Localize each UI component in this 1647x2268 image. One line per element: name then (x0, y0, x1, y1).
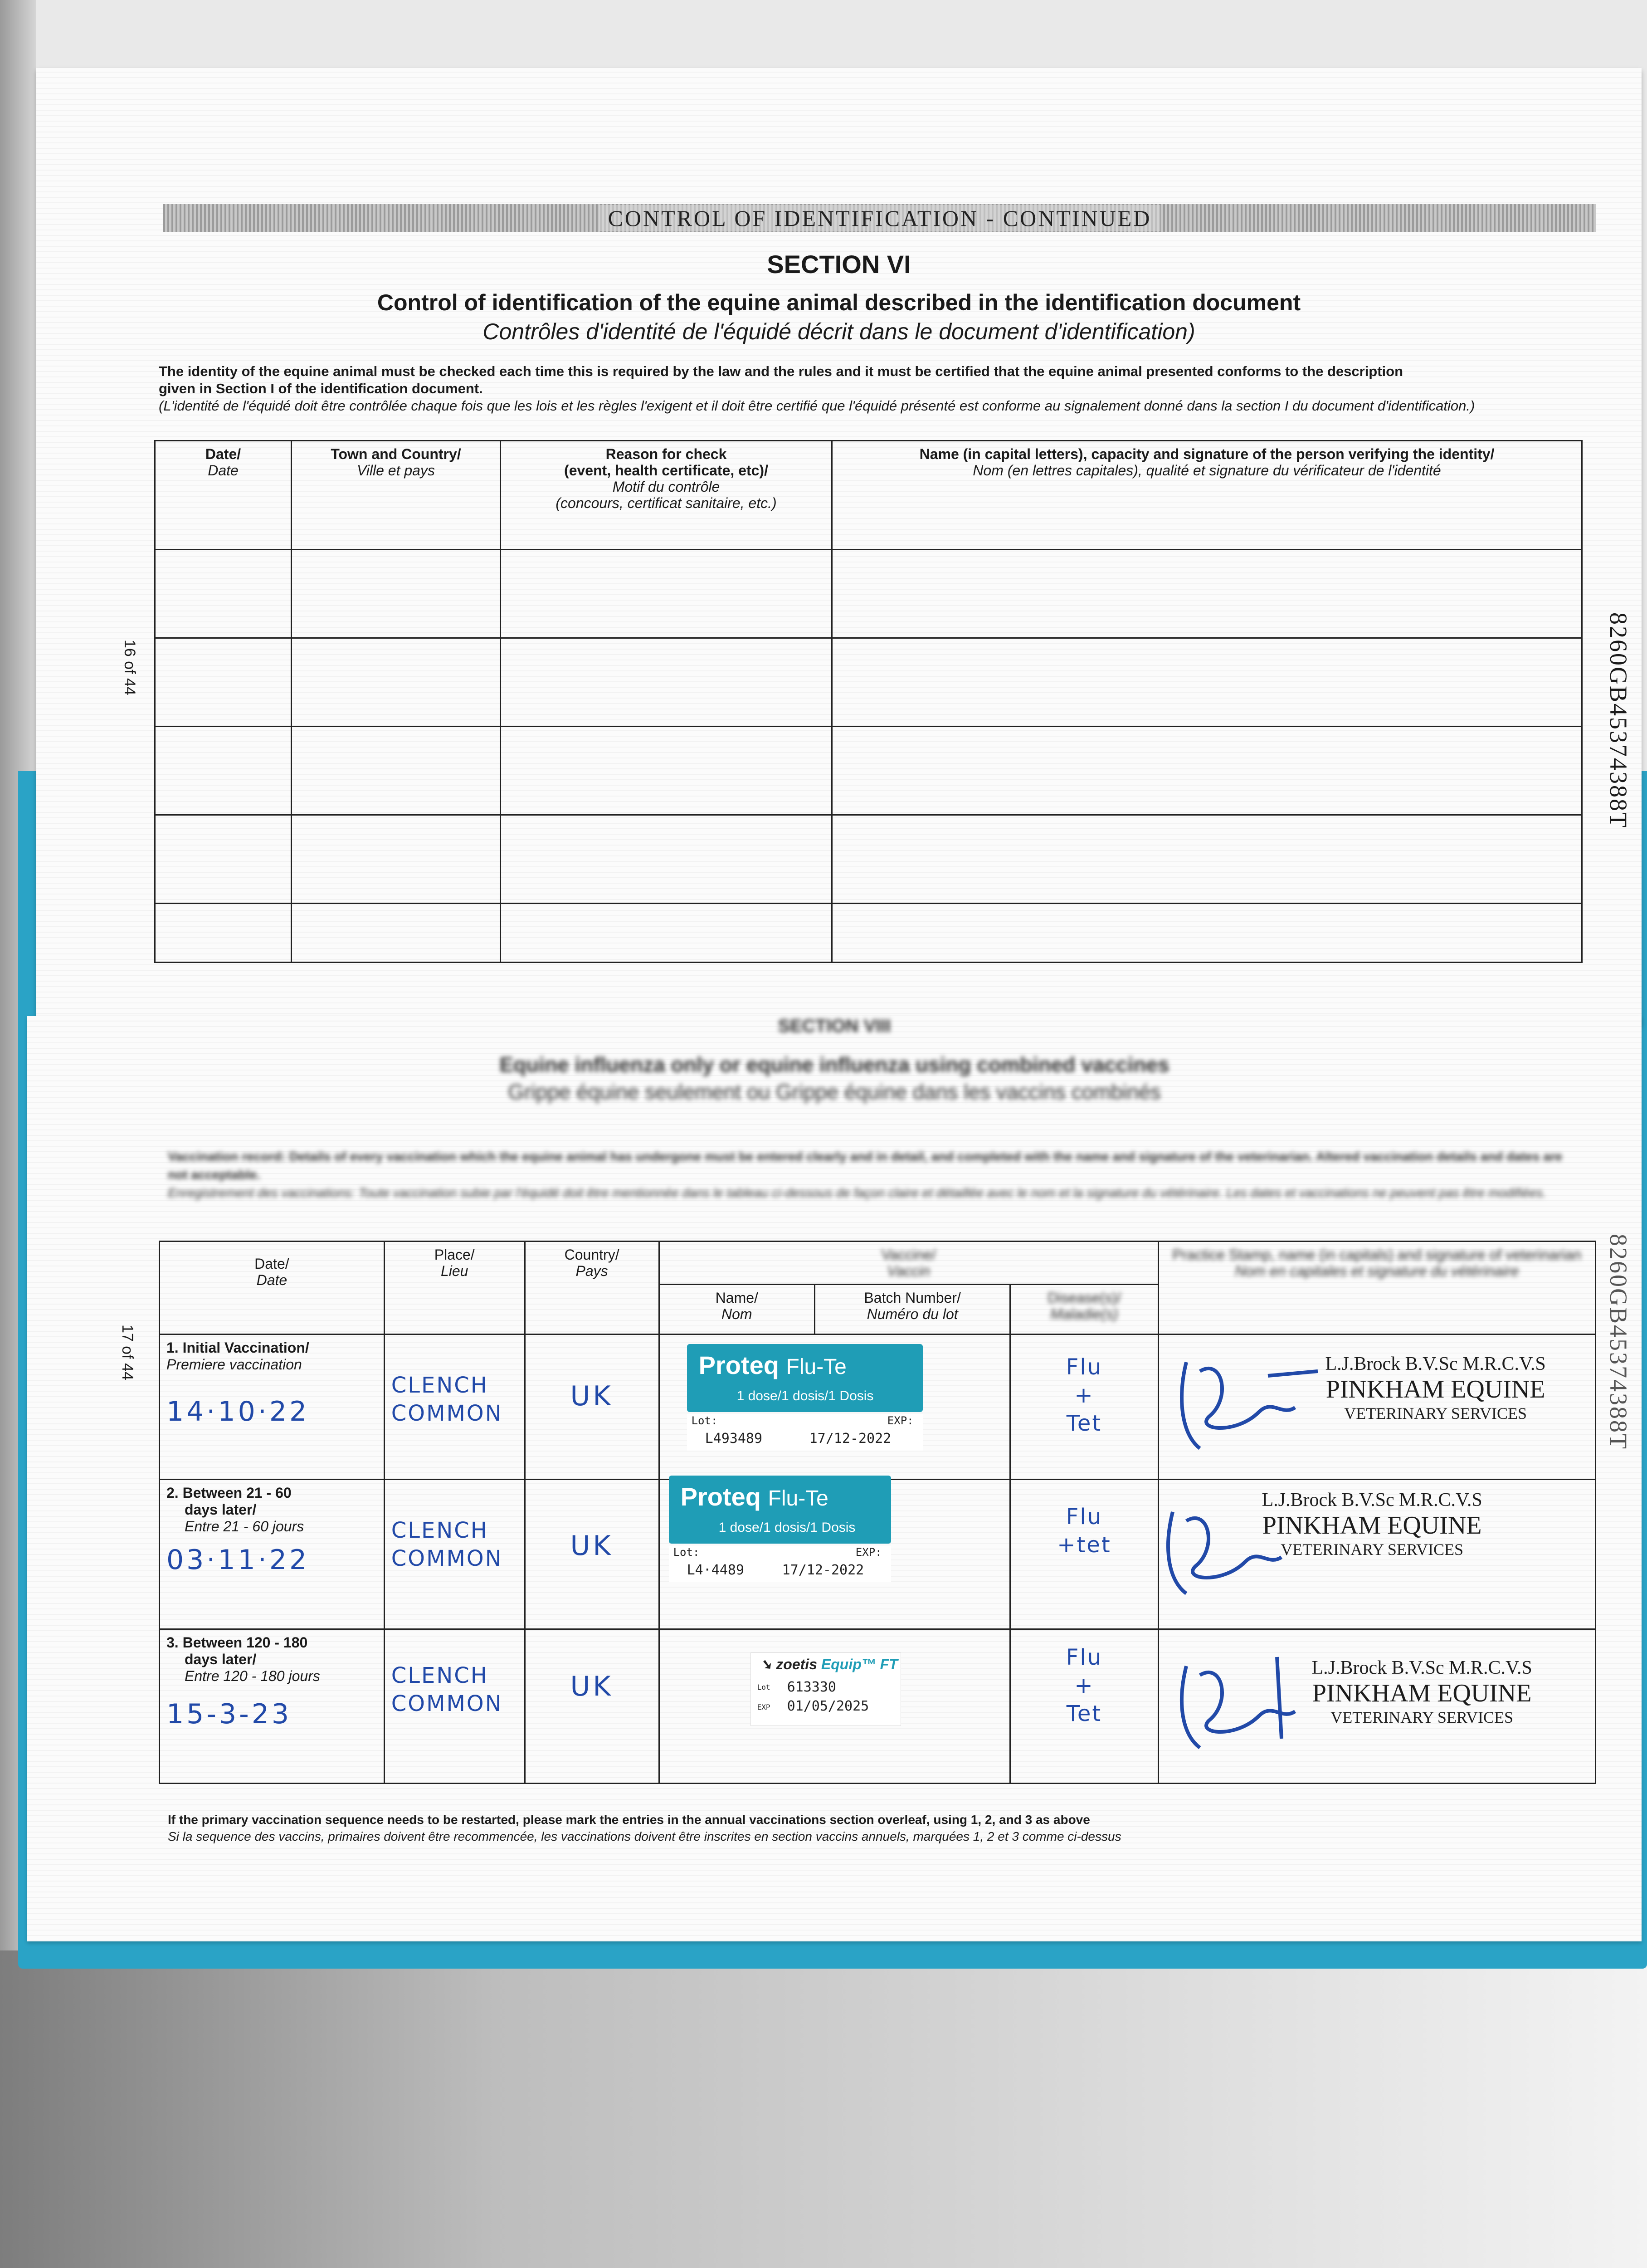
proteq-sticker (687, 1344, 923, 1412)
handwritten-date: 15-3-23 (166, 1698, 292, 1730)
country-cell[interactable] (525, 1480, 659, 1629)
vaccination-row-2 (160, 1480, 1596, 1629)
col-batch-en: Batch Number/ (864, 1290, 961, 1306)
batch-label (687, 1414, 923, 1451)
place-cell[interactable] (384, 1334, 525, 1480)
col-date-fr: Date (208, 462, 239, 479)
table-cell[interactable] (501, 638, 832, 727)
table-cell[interactable] (292, 815, 501, 904)
stamp-subtitle: VETERINARY SERVICES (1330, 1708, 1514, 1726)
col-place-fr: Lieu (440, 1263, 468, 1279)
section-banner (163, 204, 1596, 232)
disease-line-3: Tet (1066, 1701, 1102, 1726)
row-label-fr: Premiere vaccination (166, 1356, 302, 1373)
table-header-row (155, 441, 1582, 550)
handwritten-date: 14·10·22 (166, 1396, 310, 1427)
handwritten-place-2: COMMON (391, 1546, 503, 1571)
page-16 (36, 68, 1642, 1025)
subtitle-fr-blurred: Grippe équine seulement ou Grippe équine dans les vaccins combinés (508, 1080, 1161, 1104)
col-batch (814, 1285, 1010, 1334)
proteq-sticker (669, 1476, 891, 1544)
product-text: Flu-Te (768, 1486, 828, 1510)
col-vaccine-fr: Vaccin (887, 1263, 931, 1279)
col-reason-en2: (event, health certificate, etc)/ (564, 462, 768, 479)
banner-text: CONTROL OF IDENTIFICATION - CONTINUED (599, 205, 1161, 231)
practice-stamp (1295, 1353, 1576, 1423)
practice-stamp (1282, 1657, 1563, 1727)
col-date-fr: Date (256, 1272, 287, 1288)
stamp-practice: PINKHAM EQUINE (1312, 1679, 1532, 1707)
vaccine-batch-cell[interactable] (659, 1480, 1010, 1629)
table-cell[interactable] (155, 638, 292, 727)
lot-number: L4·4489 (687, 1562, 745, 1578)
col-reason-fr: Motif du contrôle (612, 479, 720, 495)
table-cell[interactable] (292, 638, 501, 727)
col-vaccine (659, 1242, 1158, 1285)
row-label-fr: Entre 21 - 60 jours (185, 1518, 304, 1535)
section-subtitle-en: Control of identification of the equine animal described in the identification document (377, 290, 1301, 315)
exp-date: 17/12-2022 (782, 1562, 864, 1578)
batch-label (669, 1546, 891, 1582)
table-cell[interactable] (832, 815, 1582, 904)
col-verifier (832, 441, 1582, 550)
table-cell[interactable] (832, 727, 1582, 815)
stamp-cell[interactable] (1158, 1629, 1595, 1784)
col-country-fr: Pays (575, 1263, 608, 1279)
place-cell[interactable] (384, 1480, 525, 1629)
exp-date: 17/12-2022 (809, 1431, 892, 1447)
date-cell[interactable] (160, 1629, 385, 1784)
instructions (159, 363, 1574, 415)
passport-id-16: 8260GB45374388T (1605, 612, 1632, 829)
disease-line-1: Flu (1066, 1354, 1103, 1380)
disease-cell[interactable] (1010, 1480, 1158, 1629)
place-cell[interactable] (384, 1629, 525, 1784)
identity-check-table (154, 440, 1583, 963)
vaccination-table (159, 1241, 1596, 1784)
stamp-practice: PINKHAM EQUINE (1262, 1511, 1482, 1540)
col-batch-fr: Numéro du lot (867, 1306, 958, 1322)
scan-background-bottom (0, 1950, 1647, 2268)
section-title: SECTION VI (767, 250, 911, 279)
lot-label: Lot: (691, 1414, 718, 1427)
page-number-16: 16 of 44 (121, 640, 138, 695)
col-practice-stamp (1158, 1242, 1595, 1334)
row-label-fr: Entre 120 - 180 jours (185, 1668, 320, 1684)
lot-number: L493489 (705, 1431, 763, 1447)
col-town-en: Town and Country/ (331, 446, 461, 462)
table-cell[interactable] (501, 815, 832, 904)
vaccination-record-en: Vaccination record: Details of every vaccination which the equine animal has undergone must be entered clearly and in detail, and completed with the name and signature of the veterinarian. Altered vaccination details and dates are not acceptable. (168, 1149, 1563, 1182)
col-name-en: Name/ (715, 1290, 758, 1306)
col-verifier-fr: Nom (en lettres capitales), qualité et signature du vérificateur de l'identité (973, 462, 1441, 479)
sticker-dose: 1 dose/1 dosis/1 Dosis (718, 1520, 856, 1535)
handwritten-place-1: CLENCH (391, 1663, 488, 1688)
stamp-cell[interactable] (1158, 1480, 1595, 1629)
sticker-brand (681, 1482, 828, 1511)
table-cell[interactable] (155, 550, 292, 638)
zoetis-brand: ➘ zoetis Equip™ FT (760, 1656, 898, 1672)
product-text: Flu-Te (786, 1355, 847, 1379)
col-town-fr: Ville et pays (357, 462, 435, 479)
table-cell[interactable] (832, 550, 1582, 638)
col-town-country (292, 441, 501, 550)
col-place-en: Place/ (434, 1246, 475, 1263)
col-country (525, 1242, 659, 1334)
brand-text: Proteq (698, 1351, 779, 1379)
disease-cell[interactable] (1010, 1334, 1158, 1480)
disease-line-3: Tet (1066, 1411, 1102, 1436)
row-label-en: 3. Between 120 - 180 (166, 1634, 308, 1651)
table-cell[interactable] (292, 904, 501, 963)
stamp-vet-name: L.J.Brock B.V.Sc M.R.C.V.S (1311, 1657, 1532, 1678)
practice-stamp (1232, 1489, 1513, 1559)
disease-line-2: +tet (1057, 1532, 1111, 1558)
handwritten-country: UK (570, 1380, 614, 1412)
col-disease (1010, 1285, 1158, 1334)
table-cell[interactable] (155, 815, 292, 904)
col-vaccine-name (659, 1285, 814, 1334)
subtitle-en-blurred: Equine influenza only or equine influenza using combined vaccines (499, 1053, 1169, 1076)
row-label-en2: days later/ (185, 1501, 257, 1518)
table-row (155, 638, 1582, 727)
table-cell[interactable] (832, 904, 1582, 963)
disease-line-1: Flu (1066, 1645, 1103, 1670)
page-17 (27, 1016, 1642, 1941)
col-date-en: Date/ (205, 446, 241, 462)
section-subtitle-fr: Contrôles d'identité de l'équidé décrit dans le document d'identification) (482, 319, 1195, 344)
col-verifier-en: Name (in capital letters), capacity and signature of the person verifying the identity/ (919, 446, 1495, 462)
lot-label: Lot: (673, 1546, 700, 1559)
handwritten-date: 03·11·22 (166, 1544, 310, 1576)
header-row-1 (160, 1242, 1596, 1285)
table-cell[interactable] (501, 727, 832, 815)
zoetis-label (750, 1652, 901, 1726)
table-cell[interactable] (501, 904, 832, 963)
handwritten-place-2: COMMON (391, 1401, 503, 1426)
disease-cell[interactable] (1010, 1629, 1158, 1784)
table-row (155, 550, 1582, 638)
product-text: Equip™ FT (821, 1656, 898, 1672)
sticker-dose: 1 dose/1 dosis/1 Dosis (736, 1388, 874, 1403)
row-label-en2: days later/ (185, 1651, 257, 1667)
disease-line-2: + (1074, 1673, 1094, 1698)
col-country-en: Country/ (564, 1246, 619, 1263)
table-row (155, 904, 1582, 963)
row-label-en: 1. Initial Vaccination/ (166, 1339, 309, 1356)
col-name-fr: Nom (721, 1306, 752, 1322)
table-cell[interactable] (292, 727, 501, 815)
section-title-blurred: SECTION VIII (778, 1016, 891, 1036)
vaccine-batch-cell[interactable] (659, 1334, 1010, 1480)
table-row (155, 815, 1582, 904)
instructions-en-line1: The identity of the equine animal must be checked each time this is required by the law and the rules and it must be certified that the equine animal presented conforms to the description (159, 363, 1403, 379)
exp-label: EXP: (887, 1414, 914, 1427)
handwritten-country: UK (570, 1671, 614, 1702)
brand-text: zoetis (776, 1656, 817, 1672)
vaccination-row-3 (160, 1629, 1596, 1784)
lot-number: 613330 (787, 1679, 836, 1695)
col-reason-en: Reason for check (605, 446, 727, 462)
stamp-subtitle: VETERINARY SERVICES (1344, 1404, 1527, 1422)
brand-text: Proteq (680, 1482, 761, 1511)
col-stamp-fr: Nom en capitales et signature du vétérinaire (1235, 1263, 1519, 1279)
vaccination-row-1 (160, 1334, 1596, 1480)
footer-note-fr: Si la sequence des vaccins, primaires doivent être recommencée, les vaccinations doivent être inscrites en section vaccins annuels, marquées 1, 2 et 3 comme ci-dessus (168, 1829, 1121, 1843)
footer-note-en: If the primary vaccination sequence needs to be restarted, please mark the entries in the annual vaccinations section overleaf, using 1, 2, and 3 as above (168, 1813, 1090, 1827)
col-disease-fr: Maladie(s) (1050, 1306, 1118, 1322)
stamp-vet-name: L.J.Brock B.V.Sc M.R.C.V.S (1325, 1354, 1546, 1374)
stamp-vet-name: L.J.Brock B.V.Sc M.R.C.V.S (1262, 1490, 1482, 1510)
disease-line-1: Flu (1066, 1504, 1103, 1530)
handwritten-place-2: COMMON (391, 1691, 503, 1716)
col-date (155, 441, 292, 550)
stamp-subtitle: VETERINARY SERVICES (1281, 1540, 1464, 1559)
col-place (384, 1242, 525, 1334)
date-cell[interactable] (160, 1480, 385, 1629)
handwritten-place-1: CLENCH (391, 1518, 488, 1543)
col-disease-en: Disease(s)/ (1048, 1290, 1121, 1306)
handwritten-country: UK (570, 1530, 614, 1562)
col-reason (501, 441, 832, 550)
date-cell[interactable] (160, 1334, 385, 1480)
disease-line-2: + (1074, 1383, 1094, 1408)
lot-label: Lot (757, 1683, 770, 1691)
instructions-en-line2: given in Section I of the identification document. (159, 381, 483, 396)
table-row (155, 727, 1582, 815)
col-reason-fr2: (concours, certificat sanitaire, etc.) (555, 495, 777, 511)
exp-date: 01/05/2025 (787, 1698, 869, 1714)
instructions-fr: (L'identité de l'équidé doit être contrôlée chaque fois que les lois et les règles l'exigent et il doit être certifié que l'équidé présenté est conforme au signalement donné dans la section I du document d'identification.) (159, 398, 1475, 414)
table-cell[interactable] (155, 904, 292, 963)
col-date (160, 1242, 385, 1334)
row-label-en: 2. Between 21 - 60 (166, 1485, 292, 1501)
table-cell[interactable] (292, 550, 501, 638)
passport-id-17: 8260GB45374388T (1605, 1234, 1632, 1450)
exp-label: EXP: (855, 1546, 882, 1559)
page-number-17: 17 of 44 (119, 1325, 136, 1380)
table-cell[interactable] (832, 638, 1582, 727)
stamp-cell[interactable] (1158, 1334, 1595, 1480)
sticker-brand (699, 1350, 847, 1380)
table-cell[interactable] (155, 727, 292, 815)
table-cell[interactable] (501, 550, 832, 638)
col-date-en: Date/ (254, 1256, 289, 1272)
col-stamp-en: Practice Stamp, name (in capitals) and signature of veterinarian (1172, 1246, 1582, 1263)
exp-label: EXP (757, 1703, 770, 1711)
vaccination-record-fr: Enregistrement des vaccinations: Toute vaccination subie par l'équidé doit être mentionnée dans le tableau ci-dessous de façon claire et détaillée avec le nom et la signature du vétérinaire. Les dates et vaccinations ne peuvent pas être modifiées. (168, 1186, 1546, 1200)
country-cell[interactable] (525, 1629, 659, 1784)
col-vaccine-en: Vaccine/ (881, 1246, 936, 1263)
vaccine-batch-cell[interactable] (659, 1629, 1010, 1784)
handwritten-place-1: CLENCH (391, 1373, 488, 1398)
stamp-practice: PINKHAM EQUINE (1325, 1375, 1545, 1403)
country-cell[interactable] (525, 1334, 659, 1480)
